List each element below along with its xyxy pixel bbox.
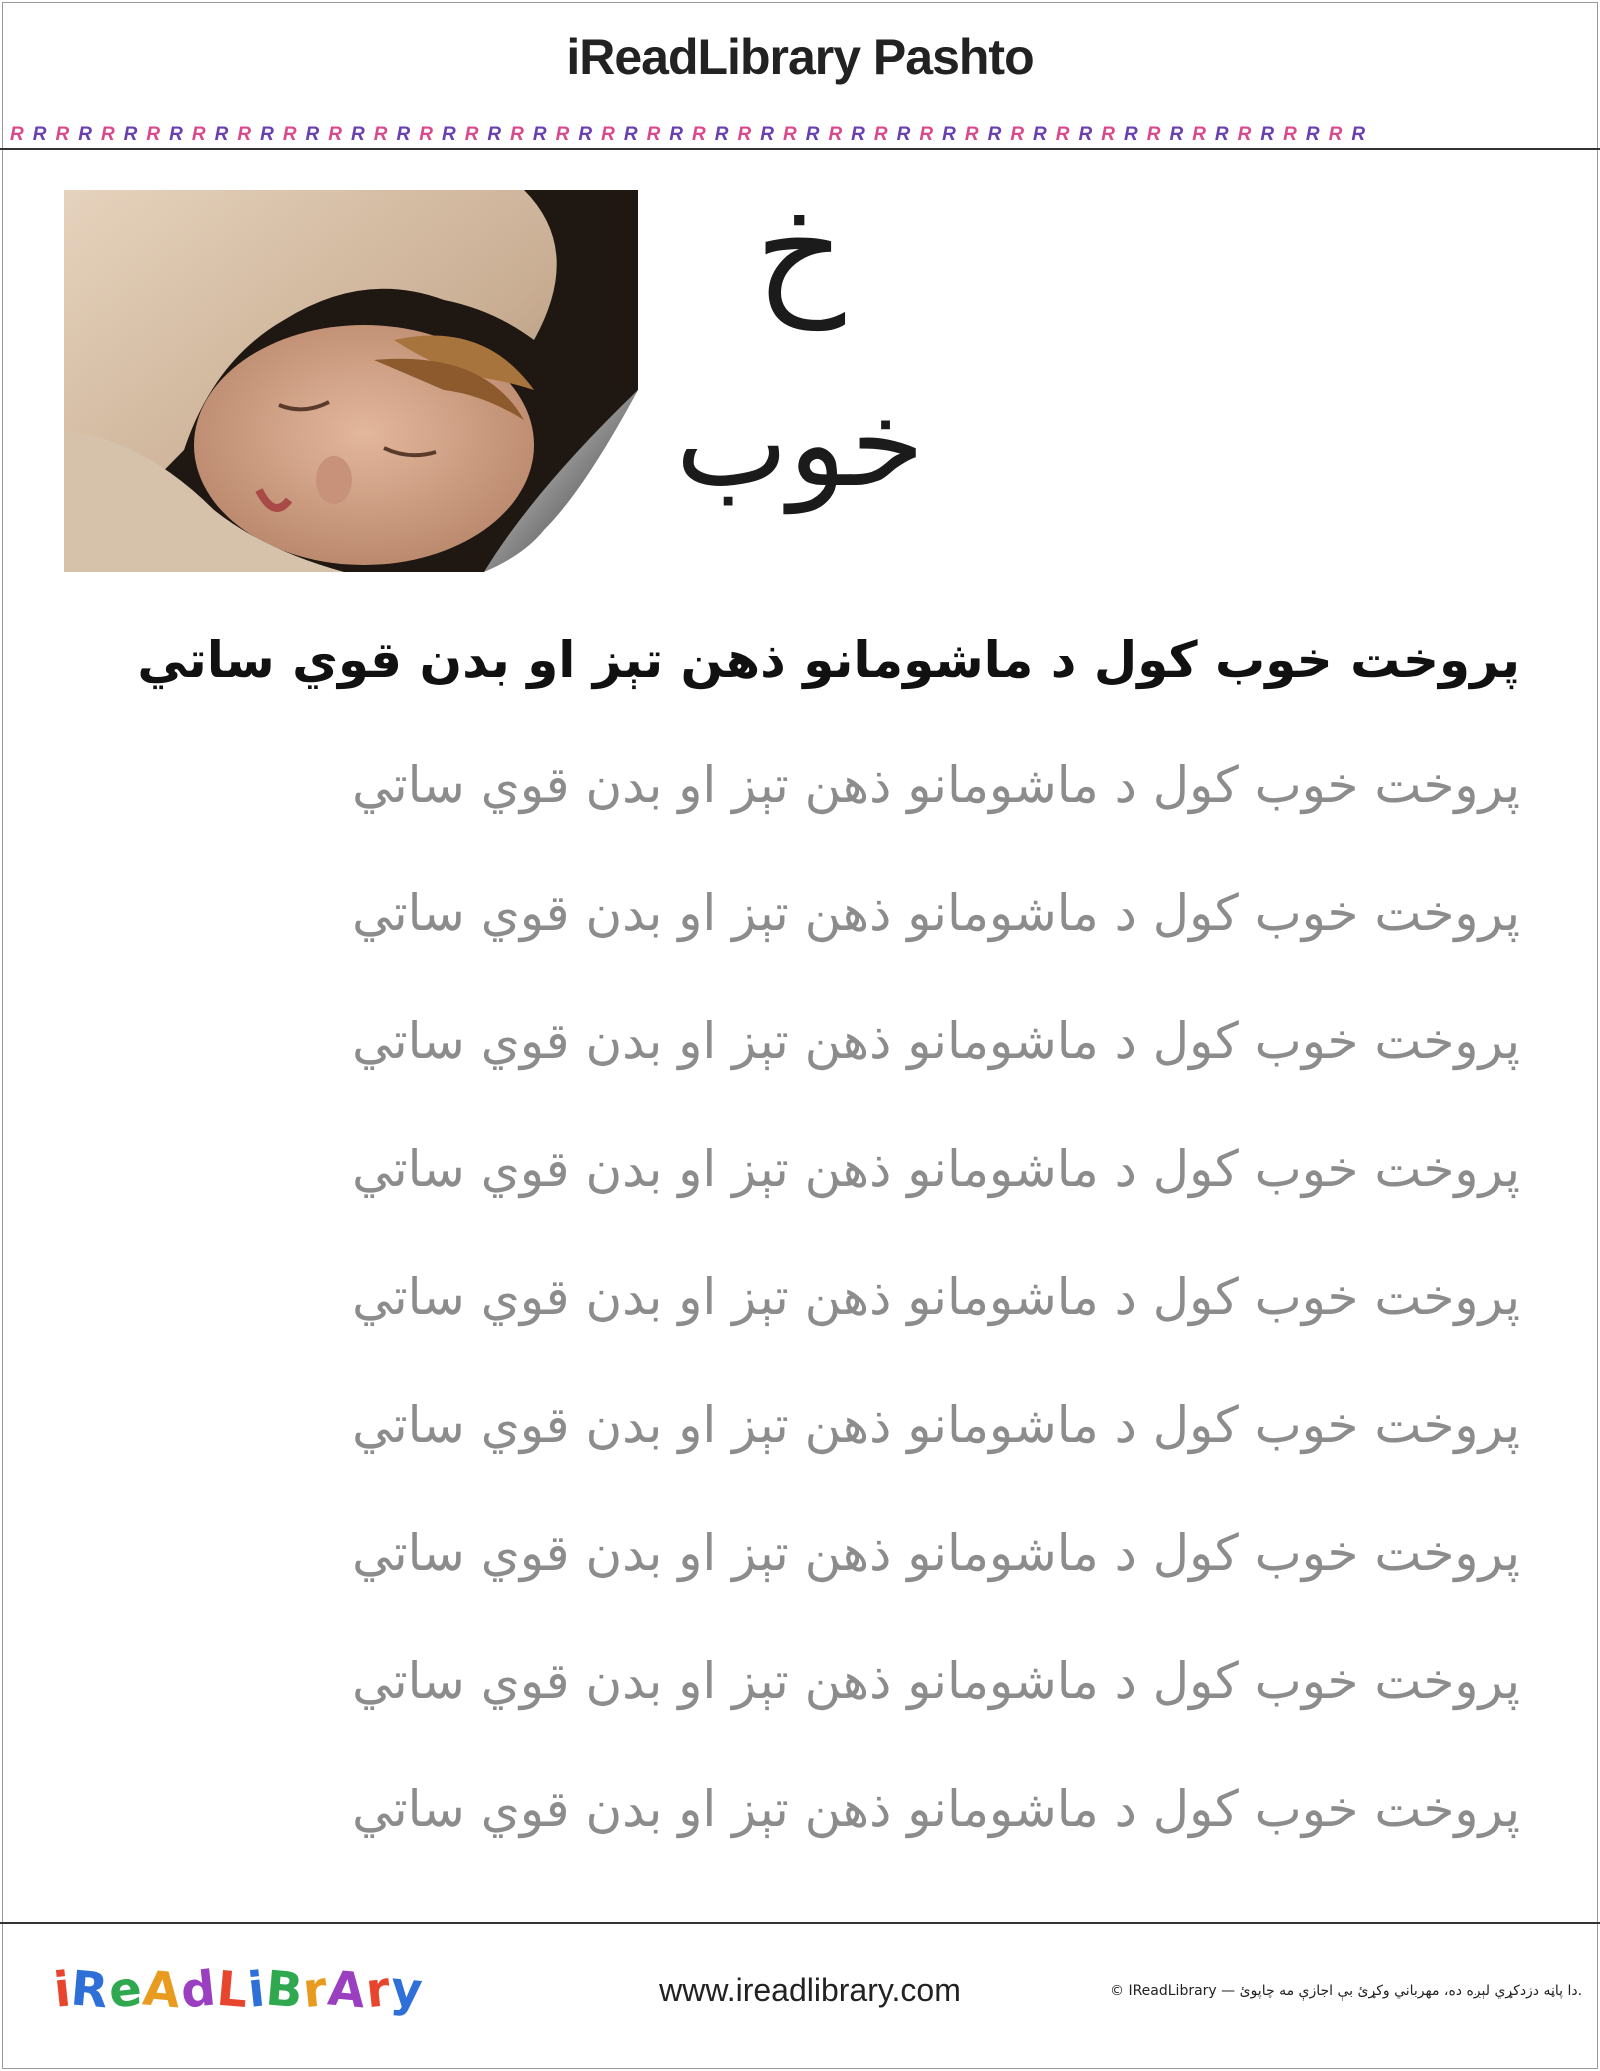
child-nose bbox=[316, 456, 352, 504]
border-r-glyph: R bbox=[191, 124, 215, 145]
featured-letter: خ bbox=[754, 168, 846, 331]
border-r-glyph: R bbox=[1214, 124, 1238, 145]
tracing-line: پروخت خوب کول د ماشومانو ذهن تېز او بدن قوي ساتي bbox=[352, 1524, 1520, 1582]
tracing-line: پروخت خوب کول د ماشومانو ذهن تېز او بدن قوي ساتي bbox=[352, 1780, 1520, 1838]
border-r-glyph: R bbox=[396, 124, 420, 145]
border-r-glyph: R bbox=[32, 124, 56, 145]
logo-letter: r bbox=[363, 1960, 394, 2020]
logo-letter: A bbox=[140, 1960, 184, 2020]
featured-word: خوب bbox=[675, 375, 925, 514]
border-r-glyph: R bbox=[1078, 124, 1102, 145]
border-r-glyph: R bbox=[578, 124, 602, 145]
sleeping-child-photo bbox=[64, 190, 638, 572]
tracing-line: پروخت خوب کول د ماشومانو ذهن تېز او بدن قوي ساتي bbox=[352, 1140, 1520, 1198]
tracing-line: پروخت خوب کول د ماشومانو ذهن تېز او بدن قوي ساتي bbox=[352, 756, 1520, 814]
border-r-glyph: R bbox=[805, 124, 829, 145]
border-r-glyph: R bbox=[532, 124, 556, 145]
border-r-glyph: R bbox=[282, 124, 306, 145]
border-r-glyph: R bbox=[646, 124, 670, 145]
border-r-glyph: R bbox=[964, 124, 988, 145]
border-r-glyph: R bbox=[1146, 124, 1170, 145]
border-r-glyph: R bbox=[896, 124, 920, 145]
border-r-glyph: R bbox=[441, 124, 465, 145]
logo-letter: B bbox=[263, 1960, 306, 2020]
decorative-r-border bbox=[10, 124, 1590, 146]
border-r-glyph: R bbox=[851, 124, 874, 145]
border-r-glyph: R bbox=[873, 124, 897, 145]
border-r-glyph: R bbox=[55, 124, 79, 145]
border-r-glyph: R bbox=[1305, 124, 1329, 145]
ireadlibrary-logo bbox=[51, 1960, 426, 2020]
border-r-glyph: R bbox=[260, 124, 283, 145]
logo-letter: e bbox=[106, 1960, 146, 2020]
border-r-glyph: R bbox=[123, 124, 147, 145]
border-r-glyph: R bbox=[1192, 124, 1215, 145]
border-r-glyph: R bbox=[1351, 124, 1375, 145]
border-r-glyph: R bbox=[1237, 124, 1261, 145]
logo-letter: y bbox=[388, 1960, 426, 2020]
border-r-glyph: R bbox=[1328, 124, 1352, 145]
header-divider bbox=[0, 148, 1600, 150]
border-r-glyph: R bbox=[987, 124, 1011, 145]
example-sentence: پروخت خوب کول د ماشومانو ذهن تېز او بدن قوي ساتي bbox=[137, 631, 1520, 689]
border-r-glyph: R bbox=[487, 124, 511, 145]
border-r-glyph: R bbox=[305, 124, 329, 145]
tracing-line: پروخت خوب کول د ماشومانو ذهن تېز او بدن قوي ساتي bbox=[352, 1396, 1520, 1454]
footer-divider bbox=[0, 1922, 1600, 1924]
page-title: iReadLibrary Pashto bbox=[566, 29, 1034, 85]
tracing-line: پروخت خوب کول د ماشومانو ذهن تېز او بدن قوي ساتي bbox=[352, 1268, 1520, 1326]
border-r-glyph: R bbox=[1123, 124, 1147, 145]
border-r-glyph: R bbox=[510, 124, 533, 145]
border-r-glyph: R bbox=[146, 124, 170, 145]
border-r-glyph: R bbox=[100, 124, 124, 145]
border-r-glyph: R bbox=[1010, 124, 1034, 145]
website-url: www.ireadlibrary.com bbox=[659, 1972, 961, 2008]
logo-letter: d bbox=[178, 1960, 220, 2020]
border-r-glyph: R bbox=[782, 124, 806, 145]
border-r-glyph: R bbox=[1055, 124, 1079, 145]
border-r-glyph: R bbox=[214, 124, 238, 145]
border-r-glyph: R bbox=[1033, 124, 1056, 145]
border-r-glyph: R bbox=[942, 124, 965, 145]
border-r-glyph: R bbox=[1260, 124, 1284, 145]
tracing-line: پروخت خوب کول د ماشومانو ذهن تېز او بدن قوي ساتي bbox=[352, 884, 1520, 942]
logo-letter: r bbox=[300, 1960, 331, 2020]
border-r-glyph: R bbox=[669, 124, 693, 145]
border-r-glyph: R bbox=[419, 124, 442, 145]
border-r-glyph: R bbox=[919, 124, 943, 145]
border-r-glyph: R bbox=[237, 124, 261, 145]
border-r-glyph: R bbox=[623, 124, 647, 145]
border-r-glyph: R bbox=[828, 124, 852, 145]
border-r-glyph: R bbox=[464, 124, 488, 145]
tracing-line: پروخت خوب کول د ماشومانو ذهن تېز او بدن قوي ساتي bbox=[352, 1652, 1520, 1710]
logo-letter: i bbox=[245, 1961, 269, 2019]
border-r-glyph: R bbox=[1283, 124, 1306, 145]
border-r-glyph: R bbox=[169, 124, 192, 145]
border-r-glyph: R bbox=[78, 124, 101, 145]
border-r-glyph: R bbox=[737, 124, 761, 145]
copyright-notice: © IReadLibrary — دا پاڼه دزدکړي لېږه ده، مهرباني وکړئ بې اجازې مه چاپوئ. bbox=[1110, 1983, 1583, 1999]
border-r-glyph: R bbox=[555, 124, 579, 145]
tracing-line: پروخت خوب کول د ماشومانو ذهن تېز او بدن قوي ساتي bbox=[352, 1012, 1520, 1070]
border-r-glyph: R bbox=[601, 124, 624, 145]
border-r-glyph: R bbox=[10, 124, 33, 145]
logo-letter: L bbox=[214, 1960, 251, 2020]
border-r-glyph: R bbox=[1169, 124, 1193, 145]
photo-illustration bbox=[64, 190, 638, 572]
logo-letter: A bbox=[325, 1960, 369, 2020]
border-r-glyph: R bbox=[373, 124, 397, 145]
border-r-glyph: R bbox=[714, 124, 738, 145]
border-r-glyph: R bbox=[692, 124, 715, 145]
border-r-glyph: R bbox=[328, 124, 352, 145]
border-r-glyph: R bbox=[1101, 124, 1124, 145]
logo-letter: R bbox=[69, 1960, 112, 2020]
border-r-glyph: R bbox=[760, 124, 783, 145]
border-r-glyph: R bbox=[351, 124, 374, 145]
logo-letter: i bbox=[51, 1961, 75, 2019]
